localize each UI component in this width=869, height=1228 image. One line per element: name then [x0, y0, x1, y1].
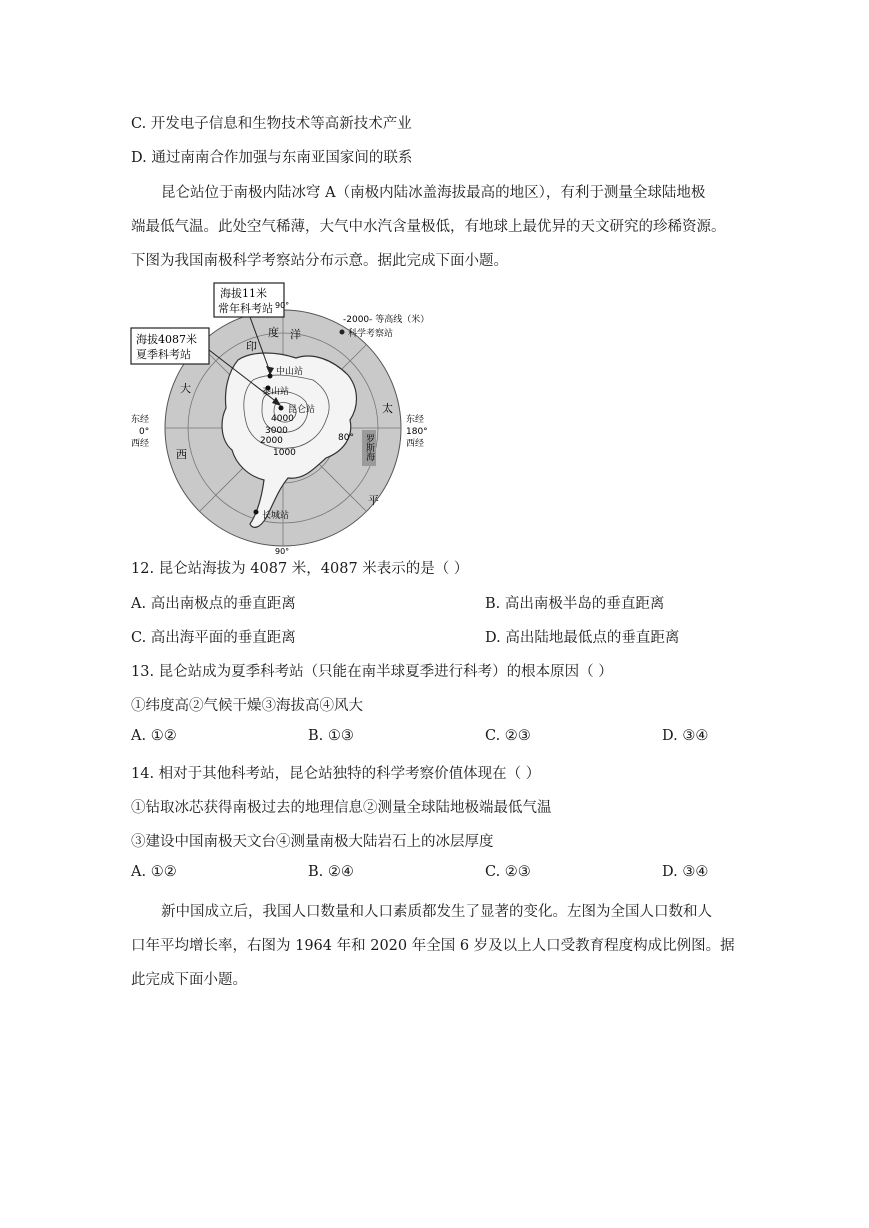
station-taishan: 泰山站	[262, 387, 290, 397]
ocean-char: 印	[246, 340, 257, 353]
station-zhongshan: 中山站	[276, 367, 304, 377]
ocean-char: 西	[176, 448, 187, 461]
q12-option-a: A. 高出南极点的垂直距离	[131, 596, 296, 612]
passage-line: 昆仑站位于南极内陆冰穹 A（南极内陆冰盖海拔最高的地区），有利于测量全球陆地极	[161, 185, 706, 201]
passage-line: 下图为我国南极科学考察站分布示意。据此完成下面小题。	[131, 253, 508, 269]
east0-line2: 0°	[139, 427, 150, 437]
label-top-line1: 海拔11米	[220, 287, 267, 300]
east180-line1: 东经	[406, 415, 425, 425]
label-left-line1: 海拔4087米	[136, 333, 197, 346]
lat-label-top: 90°	[275, 301, 290, 310]
east180-line2: 180°	[406, 427, 428, 437]
station-changcheng: 长城站	[262, 511, 290, 521]
passage2-line: 此完成下面小题。	[131, 972, 247, 988]
legend-station-dot	[340, 330, 345, 335]
east0-line3: 西经	[131, 439, 150, 449]
q12-option-d: D. 高出陆地最低点的垂直距离	[485, 630, 680, 646]
q12-stem: 12. 昆仑站海拔为 4087 米，4087 米表示的是（ ）	[131, 561, 469, 577]
passage2-line: 口年平均增长率，右图为 1964 年和 2020 年全国 6 岁及以上人口受教育程度构成比例图。据	[131, 938, 735, 954]
q13-stem: 13. 昆仑站成为夏季科考站（只能在南半球夏季进行科考）的根本原因（ ）	[131, 664, 613, 680]
q14-items-line2: ③建设中国南极天文台④测量南极大陆岩石上的冰层厚度	[131, 834, 494, 850]
west180-label: 西经	[406, 439, 425, 449]
latitude-label: 80°	[338, 433, 354, 443]
q13-items: ①纬度高②气候干燥③海拔高④风大	[131, 698, 363, 714]
q14-option-b: B. ②④	[308, 864, 354, 880]
ocean-char: 度	[268, 326, 279, 339]
q14-items-line1: ①钻取冰芯获得南极过去的地理信息②测量全球陆地极端最低气温	[131, 800, 552, 816]
ocean-char: 太	[382, 402, 393, 415]
station-dot-zhongshan	[268, 374, 273, 379]
station-kunlun: 昆仑站	[288, 405, 316, 415]
east0-line1: 东经	[131, 415, 150, 425]
legend-contour: -2000- 等高线（米）	[343, 315, 430, 325]
option-c-prev: C. 开发电子信息和生物技术等高新技术产业	[131, 116, 412, 132]
passage-line: 端最低气温。此处空气稀薄，大气中水汽含量极低，有地球上最优异的天文研究的珍稀资源。	[131, 219, 726, 235]
ocean-char: 平	[368, 494, 379, 507]
contour-label: 3000	[265, 426, 288, 436]
label-top-line2: 常年科考站	[218, 302, 273, 315]
antarctica-station-map	[128, 280, 458, 556]
station-dot-kunlun	[279, 406, 284, 411]
legend-station: 科学考察站	[348, 329, 394, 339]
q13-option-c: C. ②③	[485, 728, 531, 744]
contour-label: 4000	[271, 414, 294, 424]
ocean-char: 大	[180, 382, 191, 395]
option-d-prev: D. 通过南南合作加强与东南亚国家间的联系	[131, 150, 413, 166]
q12-option-b: B. 高出南极半岛的垂直距离	[485, 596, 665, 612]
passage2-line: 新中国成立后，我国人口数量和人口素质都发生了显著的变化。左图为全国人口数和人	[161, 904, 712, 920]
q13-option-d: D. ③④	[662, 728, 709, 744]
q14-option-d: D. ③④	[662, 864, 709, 880]
q14-stem: 14. 相对于其他科考站，昆仑站独特的科学考察价值体现在（ ）	[131, 766, 541, 782]
lat-label-bottom: 90°	[275, 547, 290, 556]
q13-option-b: B. ①③	[308, 728, 354, 744]
q12-option-c: C. 高出海平面的垂直距离	[131, 630, 296, 646]
contour-label: 1000	[273, 448, 296, 458]
q13-option-a: A. ①②	[131, 728, 177, 744]
station-dot-changcheng	[254, 510, 259, 515]
label-left-line2: 夏季科考站	[136, 348, 191, 361]
q14-option-c: C. ②③	[485, 864, 531, 880]
contour-label: 2000	[260, 436, 283, 446]
q14-option-a: A. ①②	[131, 864, 177, 880]
ross-sea-label: 罗斯海	[364, 434, 374, 461]
ocean-char: 洋	[290, 328, 301, 341]
